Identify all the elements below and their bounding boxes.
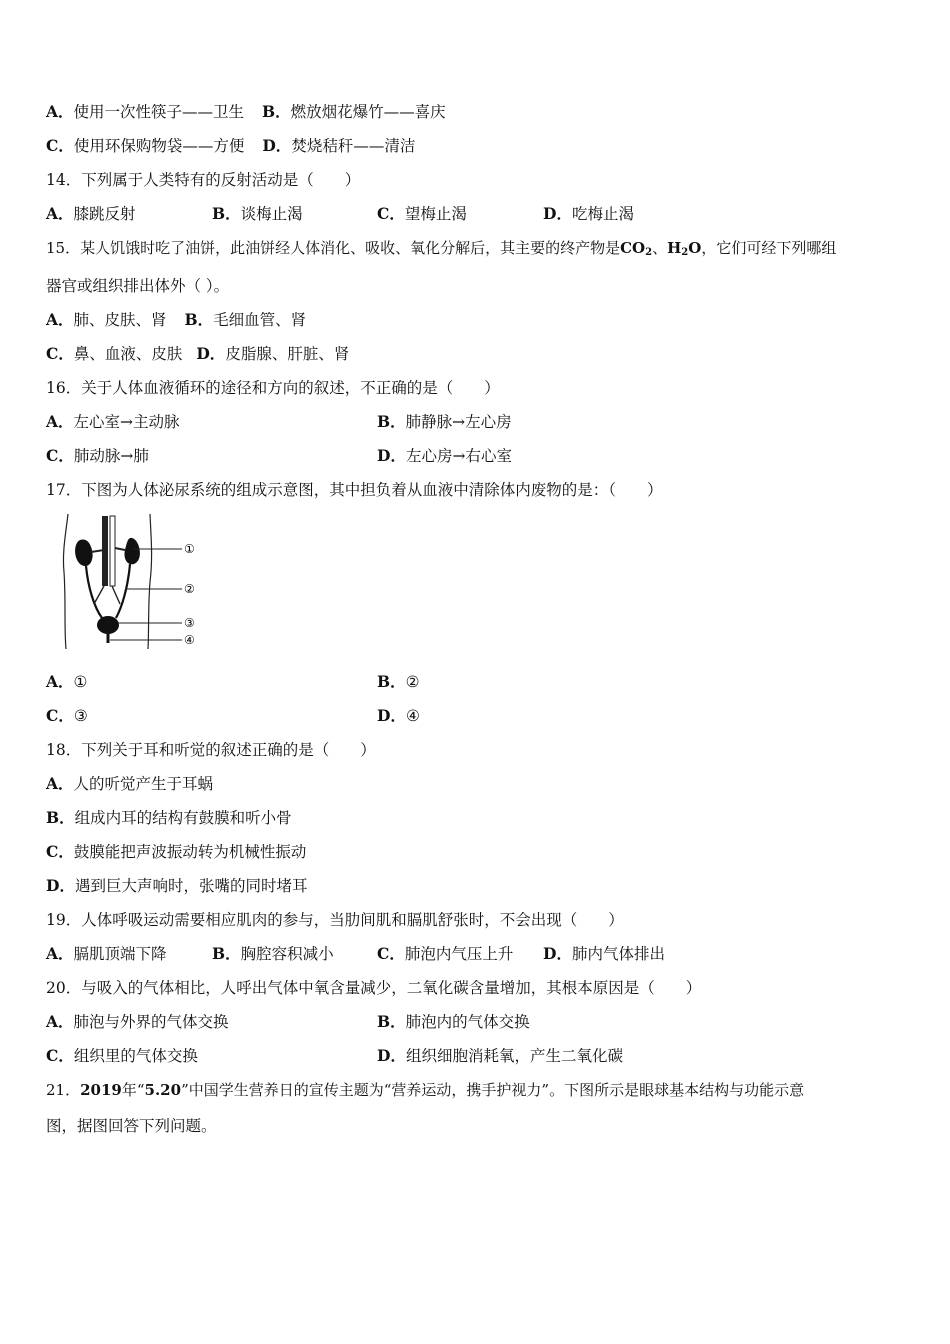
q18-option-d: D．遇到巨大声响时，张嘴的同时堵耳 [46,876,308,895]
q16-option-b: B．肺静脉→左心房 [377,412,512,431]
option-text: 毛细血管、肾 [213,311,307,329]
exam-page: A．使用一次性筷子——卫生 B．燃放烟花爆竹——喜庆 C．使用环保购物袋——方便 D．焚烧秸秆——清洁 14．下列属于人类特有的反射活动是（ ） A．膝跳反射 B．谈梅止渴 C．望梅止渴 D．吃梅止渴 15．某人饥饿时吃了油饼，此油饼经人体消化、吸收、氧化分解后，其主要的终产物是$CO_2$、$H_2O$，它们可经下列哪组 器官或组织排出体外（ ）。 A．肺、皮肤、肾 B．毛细血管、肾 C．鼻、血液、皮肤 D．皮脂腺、肝脏、肾 16．关于人体血液循环的途径和方向的叙述，不正确的是（ ） A．左心室→主动脉 B．肺静脉→左心房 C．肺动脉→肺 D．左心房→右心室 17．下图为人体泌尿系统的组成示意图，其中担负着从血液中清除体内废物的是：（ ） ① ② ③ ④ A．① B．② C．③ D．④ 18．下列关于耳和听觉的叙述正确的是（ ） A．人的听觉产生于耳蜗 B．组成内耳的结构有鼓膜和听小骨 C．鼓膜能把声波振动转为机械性振动 D．遇到巨大声响时，张嘴的同时堵耳 19．人体呼吸运动需要相应肌肉的参与，当肋间肌和膈肌舒张时，不会出现（ ） A．膈肌顶端下降 B．胸腔容积减小 C．肺泡内气压上升 D．肺内气体排出 20．与吸入的气体相比，人呼出气体中氧含量减少，二氧化碳含量增加，其根本原因是（ ） A．肺泡与外界的气体交换 B．肺泡内的气体交换 C．组织里的气体交换 D．组织细胞消耗氧，产生二氧化碳 21．2019年“5.20”中国学生营养日的宣传主题为“营养运动，携手护视力”。下图所示是眼球基本结构与功能示意 图，据图回答下列问题。 [46,102,837,1135]
q14-stem: 14．下列属于人类特有的反射活动是（ ） [46,171,361,189]
q16-option-a: A．左心室→主动脉 [46,412,180,431]
q20-option-c: C．组织里的气体交换 [46,1046,198,1065]
option-letter: A． [46,204,74,223]
option-text: 焚烧秸秆——清洁 [291,137,416,155]
q15-stem-line1: 15．某人饥饿时吃了油饼，此油饼经人体消化、吸收、氧化分解后，其主要的终产物是$CO_2$、$H_2O$，它们可经下列哪组 [46,239,837,258]
q17-option-a: A．① [46,672,88,691]
q21-stem-line2: 图，据图回答下列问题。 [46,1117,217,1135]
option-text: 望梅止渴 [404,205,467,223]
q13-options-row2 [46,136,415,156]
q20-stem: 20．与吸入的气体相比，人呼出气体中氧含量减少，二氧化碳含量增加，其根本原因是（ ） [46,979,702,997]
diagram-label-2: ② [184,582,195,596]
option-text: 谈梅止渴 [240,205,303,223]
q15-options-row2 [46,344,349,364]
option-letter: A． [46,310,74,329]
q17-stem: 17．下图为人体泌尿系统的组成示意图，其中担负着从血液中清除体内废物的是：（ ） [46,481,663,499]
q16-stem: 16．关于人体血液循环的途径和方向的叙述，不正确的是（ ） [46,379,500,397]
q15-options-row1 [46,310,306,330]
option-letter: D． [262,136,292,155]
q13-options-row1 [46,102,446,122]
option-letter: C． [46,136,74,155]
q18-option-a: A．人的听觉产生于耳蜗 [46,774,214,793]
urinary-system-diagram [58,512,206,652]
q20-option-a: A．肺泡与外界的气体交换 [46,1012,229,1031]
option-text: 皮脂腺、肝脏、肾 [225,345,350,363]
q21-stem-line1: 21．2019年“5.20”中国学生营养日的宣传主题为“营养运动，携手护视力”。下图所示是眼球基本结构与功能示意 [46,1081,805,1099]
q17-option-b: B．② [377,672,420,691]
q18-option-c: C．鼓膜能把声波振动转为机械性振动 [46,842,307,861]
option-letter: D． [543,204,572,223]
q17-option-d: D．④ [377,706,420,725]
option-letter: D． [196,344,226,363]
option-letter: C． [377,204,405,223]
q16-option-d: D．左心房→右心室 [377,446,512,465]
option-text: 吃梅止渴 [571,205,634,223]
q20-option-d: D．组织细胞消耗氧，产生二氧化碳 [377,1046,623,1065]
option-letter: B． [184,310,214,329]
option-letter: B． [262,102,291,121]
q20-option-b: B．肺泡内的气体交换 [377,1012,530,1031]
option-text: 使用环保购物袋——方便 [73,137,245,155]
option-text: 使用一次性筷子——卫生 [73,103,245,121]
option-letter: B． [212,204,241,223]
option-text: 燃放烟花爆竹——喜庆 [290,103,446,121]
q17-option-c: C．③ [46,706,88,725]
option-text: 膝跳反射 [73,205,136,223]
diagram-label-3: ③ [184,616,195,630]
option-letter: A． [46,102,74,121]
option-text: 肺、皮肤、肾 [73,311,167,329]
diagram-label-1: ① [184,542,195,556]
q19-stem: 19．人体呼吸运动需要相应肌肉的参与，当肋间肌和膈肌舒张时，不会出现（ ） [46,911,624,929]
q15-stem-line2: 器官或组织排出体外（ ）。 [46,277,230,295]
diagram-label-4: ④ [184,633,195,647]
option-letter: C． [46,344,74,363]
option-text: 鼻、血液、皮肤 [73,345,183,363]
q16-option-c: C．肺动脉→肺 [46,446,149,465]
q18-stem: 18．下列关于耳和听觉的叙述正确的是（ ） [46,741,376,759]
q18-option-b: B．组成内耳的结构有鼓膜和听小骨 [46,808,292,827]
